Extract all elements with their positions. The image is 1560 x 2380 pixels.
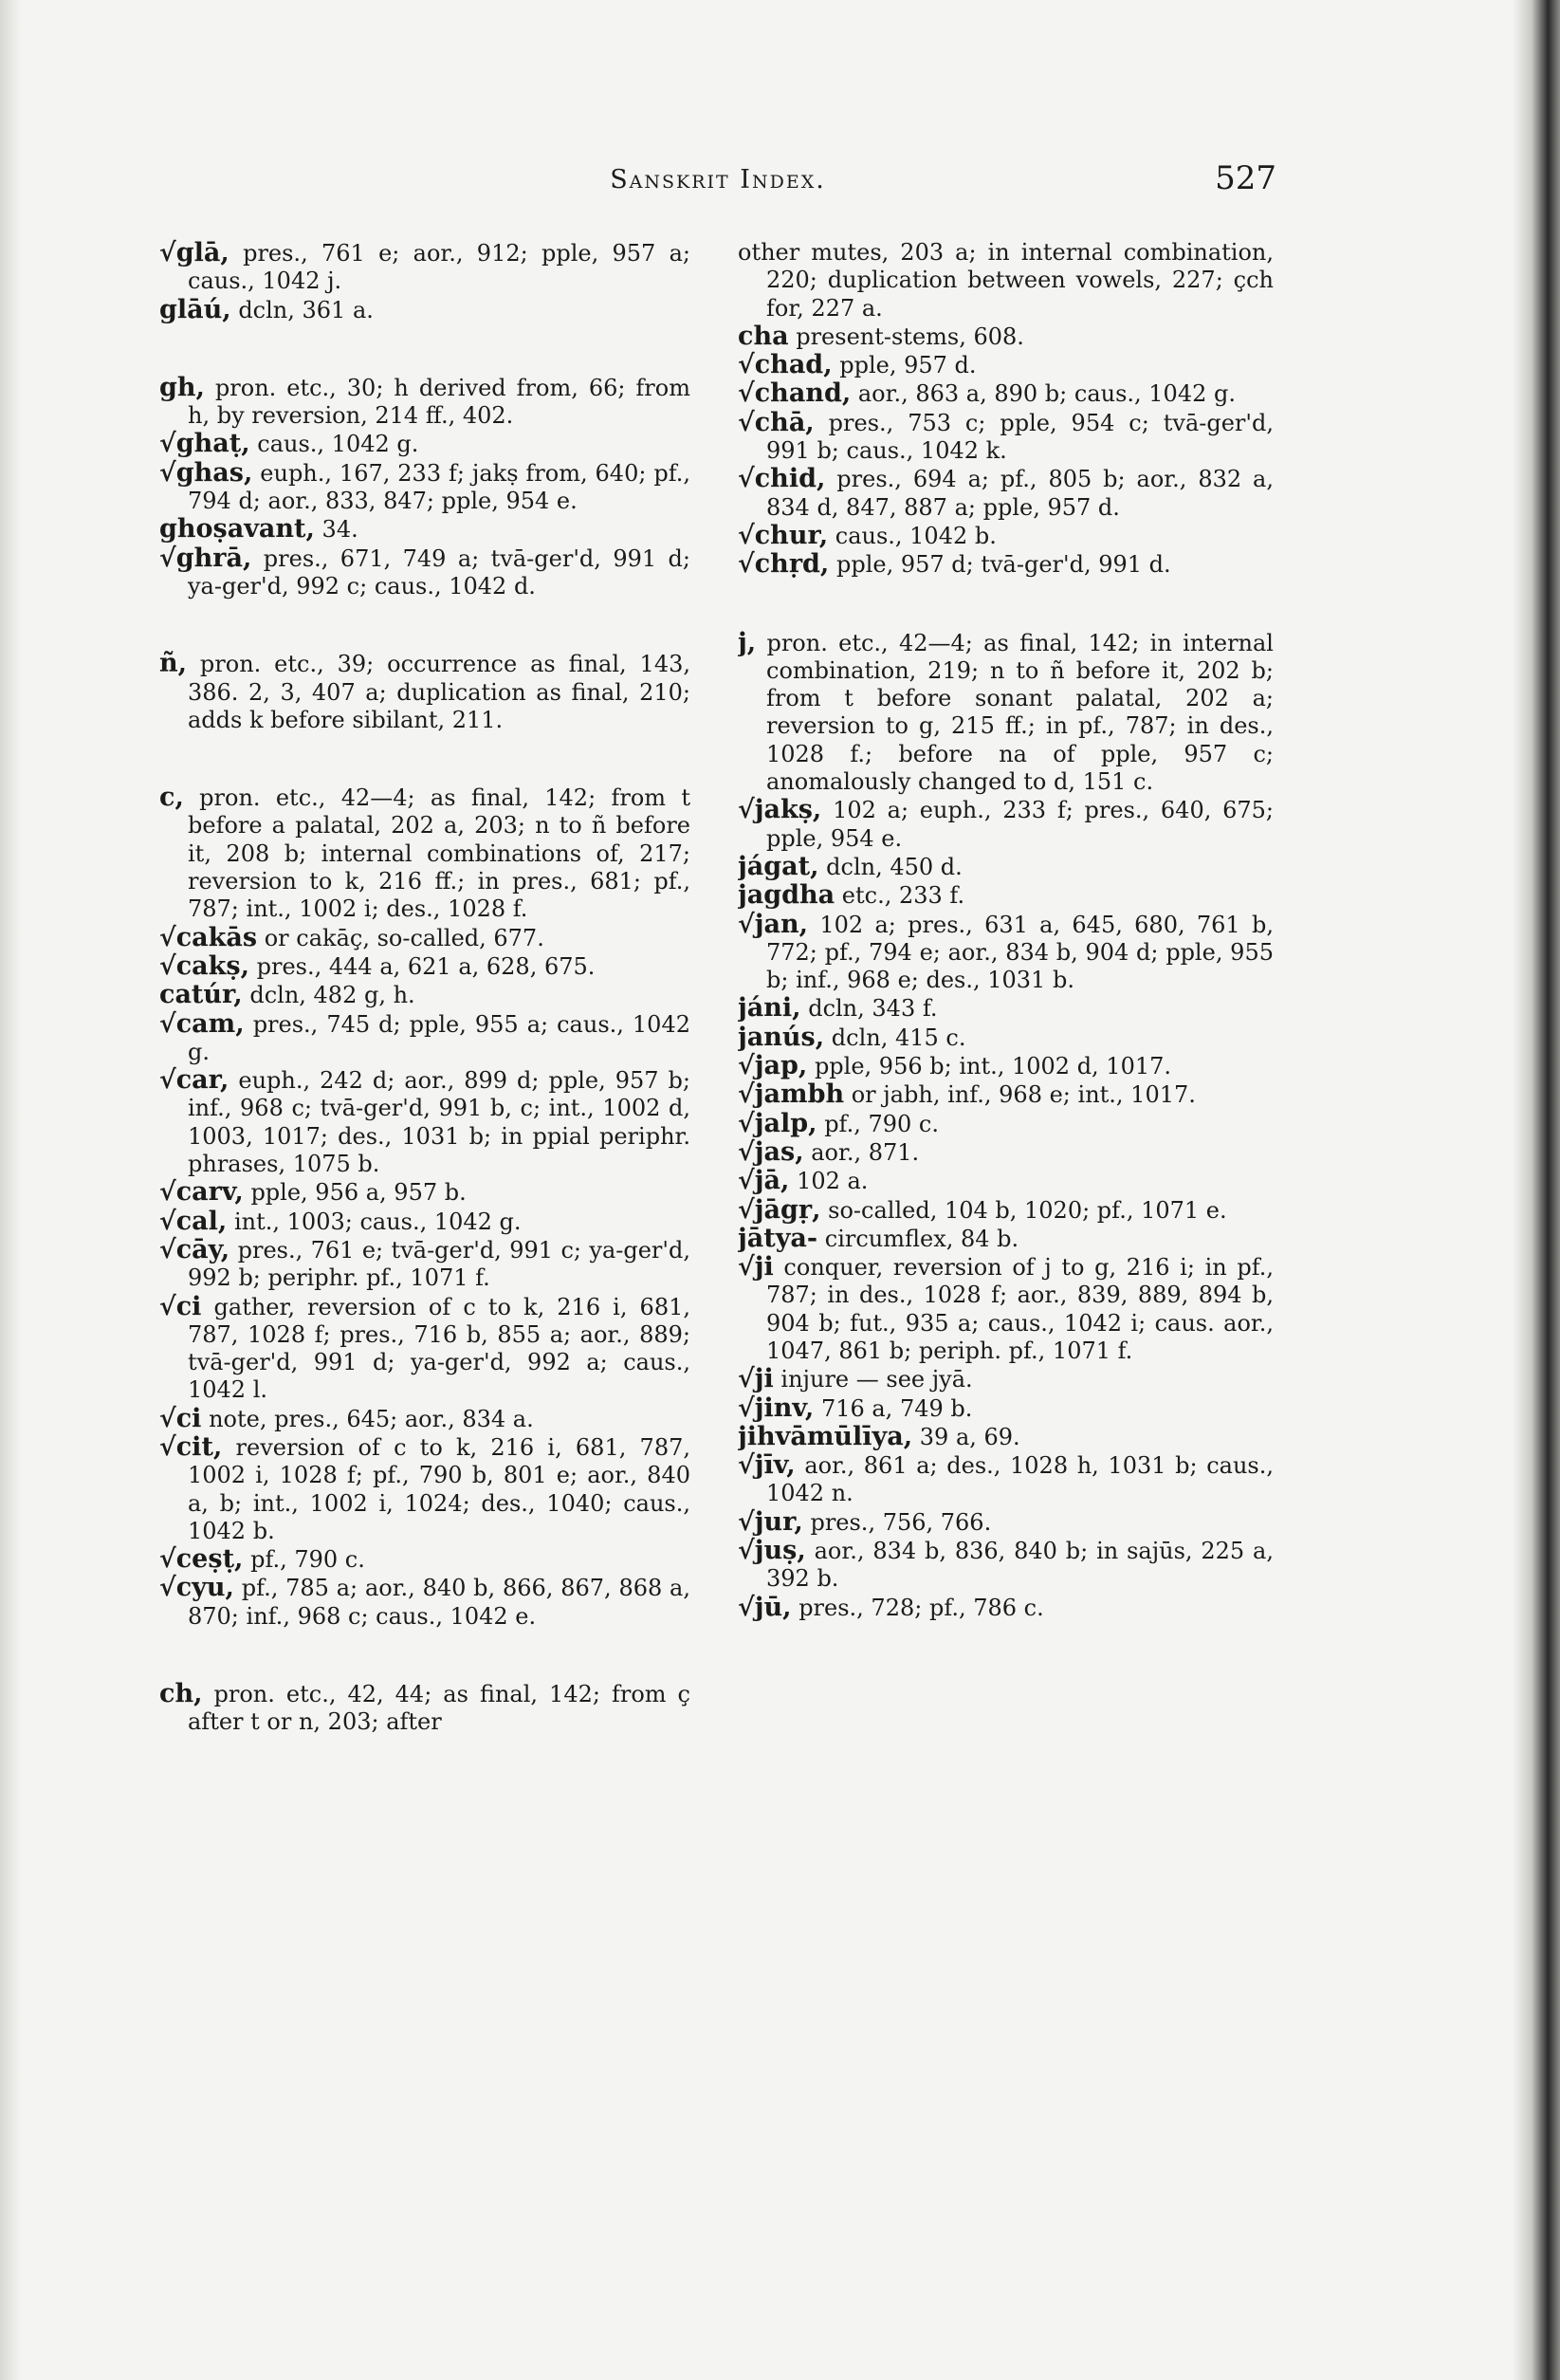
index-entry: [738, 1394, 1274, 1423]
page-edge-right: [1513, 0, 1560, 2380]
entry-headword: √ci: [159, 1291, 202, 1321]
index-entry: [738, 994, 1274, 1023]
entry-headword: √chand,: [738, 378, 852, 409]
entry-headword: √juṣ,: [738, 1536, 806, 1566]
entry-references: pf., 790 c.: [250, 1546, 365, 1574]
page-number: 527: [1215, 159, 1276, 197]
entry-references: int., 1003; caus., 1042 g.: [233, 1208, 522, 1235]
entry-references: pres., 761 e; tvā-ger'd, 991 c; ya-ger'd, 992 b; periphr. pf., 1071 f.: [188, 1236, 690, 1292]
entry-headword: catúr,: [159, 980, 243, 1010]
index-entry: [159, 374, 690, 431]
entry-references: pron. etc., 30; h derived from, 66; from h, by reversion, 214 ff., 402.: [188, 374, 690, 430]
entry-headword: √jāgṛ,: [738, 1194, 821, 1225]
entry-references: 34.: [321, 516, 358, 544]
entry-references: 102 a.: [797, 1168, 869, 1195]
entry-headword: √jū,: [738, 1592, 792, 1622]
entry-references: dcln, 415 c.: [831, 1024, 966, 1051]
entry-headword: √jas,: [738, 1136, 804, 1167]
index-entry: [738, 1508, 1274, 1537]
index-entry: [738, 465, 1274, 522]
entry-references: pron. etc., 42, 44; as final, 142; from ç after t or n, 203; after: [188, 1681, 690, 1736]
entry-headword: √jur,: [738, 1506, 803, 1537]
index-entry: [159, 784, 690, 923]
index-entry: [738, 1080, 1274, 1109]
index-entry: [738, 1110, 1274, 1138]
entry-headword: √ji: [738, 1252, 774, 1282]
entry-references: aor., 834 b, 836, 840 b; in sajūs, 225 a, 392 b.: [766, 1538, 1274, 1593]
entry-references: aor., 861 a; des., 1028 h, 1031 b; caus., 1042 n.: [766, 1452, 1274, 1507]
entry-references: dcln, 343 f.: [808, 995, 938, 1023]
index-entry: [738, 1253, 1274, 1365]
index-entry: [738, 379, 1274, 408]
entry-headword: glāú,: [159, 294, 231, 324]
entry-headword: janús,: [738, 1022, 825, 1052]
index-section: [159, 1680, 690, 1737]
index-entry: [159, 1680, 690, 1737]
entry-references: pple, 956 b; int., 1002 d, 1017.: [814, 1053, 1172, 1080]
entry-references: note, pres., 645; aor., 834 a.: [209, 1405, 534, 1432]
entry-references: other mutes, 203 a; in internal combination, 220; duplication between vowels, 227; çch for, 227 a.: [738, 239, 1274, 322]
entry-headword: √car,: [159, 1065, 229, 1096]
entry-references: pron. etc., 39; occurrence as final, 143, 386. 2, 3, 407 a; duplication as final, 210; adds k before sibilant, 211.: [188, 651, 690, 733]
index-entry: [159, 650, 690, 734]
entry-references: circumflex, 84 b.: [824, 1225, 1019, 1252]
entry-references: pres., 753 c; pple, 954 c; tvā-ger'd, 991 b; caus., 1042 k.: [766, 409, 1274, 465]
entry-references: pres., 761 e; aor., 912; pple, 957 a; caus., 1042 j.: [188, 240, 690, 295]
index-entry: [159, 430, 690, 458]
entry-references: etc., 233 f.: [841, 882, 965, 910]
entry-headword: √chā,: [738, 407, 815, 437]
entry-headword: jágat,: [738, 851, 819, 881]
index-entry: [159, 981, 690, 1009]
entry-headword: √cāy,: [159, 1234, 230, 1264]
index-entry: [738, 1052, 1274, 1080]
header-title: Sanskrit Index.: [610, 165, 826, 194]
entry-references: pres., 745 d; pple, 955 a; caus., 1042 g.: [188, 1010, 690, 1065]
index-entry: [738, 1167, 1274, 1195]
entry-headword: √chad,: [738, 350, 833, 380]
index-entry: [738, 1024, 1274, 1052]
entry-headword: √ghaṭ,: [159, 429, 250, 459]
index-entry: [159, 952, 690, 981]
entry-headword: ghoṣavant,: [159, 514, 315, 544]
index-entry: [159, 1066, 690, 1178]
entry-references: 102 a; pres., 631 a, 645, 680, 761 b, 772; pf., 794 e; aor., 834 b, 904 d; pple, 955 b; inf., 968 e; des., 1031 b.: [766, 911, 1274, 994]
index-entry: [159, 239, 690, 296]
entry-headword: √cakās: [159, 922, 258, 952]
index-entry: [159, 459, 690, 516]
index-entry: [738, 1537, 1274, 1594]
entry-references: aor., 863 a, 890 b; caus., 1042 g.: [857, 380, 1236, 408]
entry-headword: √jap,: [738, 1051, 808, 1081]
right-column: [738, 239, 1274, 2127]
entry-references: pf., 790 c.: [824, 1110, 939, 1137]
entry-references: caus., 1042 b.: [835, 522, 997, 549]
entry-references: dcln, 361 a.: [238, 296, 374, 323]
index-entry: [159, 1574, 690, 1631]
entry-references: pron. etc., 42—4; as final, 142; from t before a palatal, 202 a, 203; n to ñ before it, 208 b; internal combinations of, 217; reversion to k, 216 ff.; in pres., 681; pf., 787; int., 1002 i; des., 1028 f.: [188, 784, 690, 923]
entry-references: present-stems, 608.: [796, 323, 1024, 350]
entry-headword: √chur,: [738, 520, 829, 550]
index-section: [738, 239, 1274, 580]
index-entry: [738, 629, 1274, 797]
index-entry: [738, 550, 1274, 579]
index-section: [159, 784, 690, 1631]
page-edge-left: [0, 0, 21, 2380]
entry-headword: √ci: [159, 1403, 202, 1433]
index-entry: [738, 1225, 1274, 1253]
entry-references: caus., 1042 g.: [257, 431, 419, 458]
index-entry: [159, 1545, 690, 1574]
entry-headword: √ceṣṭ,: [159, 1544, 244, 1575]
entry-headword: ñ,: [159, 649, 188, 679]
entry-headword: √jīv,: [738, 1450, 796, 1481]
entry-references: dcln, 450 d.: [826, 853, 963, 880]
entry-headword: jihvāmūlīya,: [738, 1421, 913, 1451]
index-entry: [159, 1236, 690, 1293]
entry-headword: jagdha: [738, 880, 835, 911]
entry-references: pres., 756, 766.: [810, 1508, 992, 1536]
entry-references: euph., 242 d; aor., 899 d; pple, 957 b; inf., 968 c; tvā-ger'd, 991 b, c; int., 1002 d, 1003, 1017; des., 1031 b; in ppial periphr. phrases, 1075 b.: [188, 1067, 690, 1178]
index-entry: [159, 296, 690, 324]
index-entry: [159, 515, 690, 544]
index-entry: [738, 1594, 1274, 1622]
index-page: [159, 159, 1276, 2123]
entry-references: pres., 671, 749 a; tvā-ger'd, 991 d; ya-ger'd, 992 c; caus., 1042 d.: [188, 544, 690, 600]
entry-references: injure — see jyā.: [780, 1366, 973, 1393]
entry-references: aor., 871.: [811, 1138, 920, 1166]
index-entry: [159, 1405, 690, 1433]
running-header: [159, 159, 1276, 205]
entry-headword: √jambh: [738, 1079, 845, 1110]
index-entry: [738, 853, 1274, 881]
index-section: [738, 629, 1274, 1622]
index-section: [159, 374, 690, 600]
entry-headword: √jalp,: [738, 1108, 817, 1138]
entry-headword: √glā,: [159, 239, 229, 268]
entry-headword: cha: [738, 321, 789, 351]
entry-headword: gh,: [159, 372, 205, 402]
entry-headword: √jakṣ,: [738, 795, 822, 825]
entry-references: pron. etc., 42—4; as final, 142; in internal combination, 219; n to ñ before it, 202 b; from t before sonant palatal, 202 a; reversion to g, 215 ff.; in pf., 787; in des., 1028 f.; before na of pple, 957 c; anomalously changed to d, 151 c.: [766, 629, 1274, 796]
index-entry: [738, 881, 1274, 910]
index-entry: [738, 1138, 1274, 1167]
entry-headword: √carv,: [159, 1177, 244, 1208]
entry-references: pres., 444 a, 621 a, 628, 675.: [256, 952, 596, 980]
entry-headword: √chid,: [738, 464, 826, 494]
entry-references: so-called, 104 b, 1020; pf., 1071 e.: [828, 1196, 1227, 1224]
entry-headword: √ji: [738, 1364, 774, 1394]
index-entry: [738, 323, 1274, 351]
index-entry: [738, 239, 1274, 323]
index-entry: [159, 1010, 690, 1067]
entry-references: pf., 785 a; aor., 840 b, 866, 867, 868 a, 870; inf., 968 c; caus., 1042 e.: [188, 1575, 690, 1630]
entry-headword: jātya-: [738, 1223, 818, 1253]
entry-headword: j,: [738, 627, 757, 657]
entry-references: 39 a, 69.: [919, 1423, 1020, 1450]
index-entry: [159, 1178, 690, 1207]
index-entry: [738, 409, 1274, 466]
entry-headword: √jan,: [738, 909, 809, 939]
entry-references: 102 a; euph., 233 f; pres., 640, 675; pple, 954 e.: [766, 797, 1274, 852]
entry-references: pple, 957 d; tvā-ger'd, 991 d.: [835, 551, 1171, 579]
index-entry: [159, 1208, 690, 1236]
index-entry: [159, 1433, 690, 1545]
index-entry: [159, 544, 690, 601]
entry-references: or jabh, inf., 968 e; int., 1017.: [851, 1081, 1196, 1109]
index-entry: [738, 1423, 1274, 1451]
entry-headword: c,: [159, 783, 184, 813]
index-entry: [159, 924, 690, 952]
index-entry: [738, 911, 1274, 995]
index-entry: [738, 796, 1274, 853]
index-section: [159, 239, 690, 324]
index-section: [159, 650, 690, 734]
entry-references: pple, 956 a, 957 b.: [250, 1179, 467, 1207]
entry-references: 716 a, 749 b.: [820, 1394, 973, 1422]
entry-references: pres., 694 a; pf., 805 b; aor., 832 a, 834 d, 847, 887 a; pple, 957 d.: [766, 466, 1274, 521]
index-entry: [738, 522, 1274, 550]
entry-headword: √cit,: [159, 1431, 223, 1462]
entry-headword: √ghas,: [159, 457, 253, 488]
entry-references: reversion of c to k, 216 i, 681, 787, 1002 i, 1028 f; pf., 790 b, 801 e; aor., 840 a, b; int., 1002 i, 1024; des., 1040; caus., 1042 b.: [188, 1433, 690, 1544]
entry-headword: jáni,: [738, 993, 801, 1024]
index-entry: [159, 1293, 690, 1405]
entry-headword: √jinv,: [738, 1393, 815, 1423]
entry-headword: √chṛd,: [738, 549, 830, 580]
entry-headword: √ghrā,: [159, 543, 252, 573]
entry-headword: √cam,: [159, 1008, 245, 1039]
entry-references: euph., 167, 233 f; jakṣ from, 640; pf., 794 d; aor., 833, 847; pple, 954 e.: [188, 459, 690, 515]
entry-references: conquer, reversion of j to g, 216 i; in pf., 787; in des., 1028 f; aor., 839, 889, 894 b, 904 b; fut., 935 a; caus., 1042 i; caus. aor., 1047, 861 b; periph. pf., 1071 f.: [766, 1254, 1274, 1364]
index-entry: [738, 1451, 1274, 1508]
entry-references: or cakāç, so-called, 677.: [264, 924, 544, 951]
entry-headword: √cakṣ,: [159, 950, 249, 981]
index-entry: [738, 351, 1274, 379]
entry-headword: ch,: [159, 1679, 203, 1709]
entry-headword: √jā,: [738, 1166, 790, 1196]
entry-references: gather, reversion of c to k, 216 i, 681, 787, 1028 f; pres., 716 b, 855 a; aor., 889; tvā-ger'd, 991 d; ya-ger'd, 992 a; caus., 1042 l.: [188, 1293, 690, 1404]
entry-references: dcln, 482 g, h.: [249, 982, 415, 1009]
index-entry: [738, 1196, 1274, 1225]
entry-headword: √cyu,: [159, 1573, 234, 1603]
left-column: [159, 239, 690, 2127]
entry-references: pple, 957 d.: [839, 352, 977, 379]
entry-headword: √cal,: [159, 1206, 228, 1236]
index-entry: [738, 1365, 1274, 1393]
entry-references: pres., 728; pf., 786 c.: [798, 1594, 1044, 1621]
